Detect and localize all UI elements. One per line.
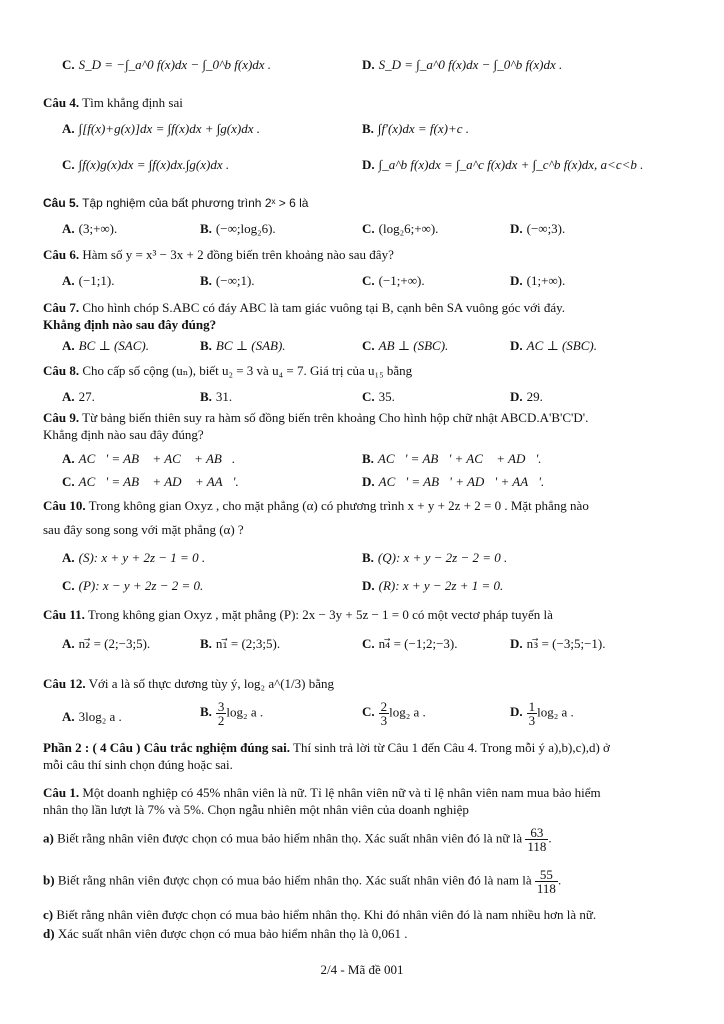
option-label: C. xyxy=(362,636,375,651)
item-text: Xác suất nhân viên được chọn có mua bảo hiểm nhân thọ là 0,061 . xyxy=(57,926,408,941)
option-label: A. xyxy=(62,636,75,651)
option-expr: AC⃗' = AB⃗' + AC⃗ + AD⃗'. xyxy=(377,451,542,466)
q11-option-c xyxy=(362,636,457,652)
part-title: Phần 2 : ( 4 Câu ) Câu trắc nghiệm đúng sai. xyxy=(43,740,291,755)
q10-option-a xyxy=(62,550,205,566)
question-text: Cho hình chóp S.ABC có đáy ABC là tam giác vuông tại B, cạnh bên SA vuông góc với đáy. xyxy=(82,300,566,315)
q5-option-c xyxy=(362,221,438,237)
option-label: C. xyxy=(362,389,375,404)
option-label: A. xyxy=(62,550,75,565)
q10-option-d xyxy=(362,578,503,594)
option-label: C. xyxy=(362,338,375,353)
item-text: Biết rằng nhân viên được chọn có mua bảo hiểm nhân thọ. Xác suất nhân viên đó là nam là xyxy=(57,872,532,888)
q5-stem xyxy=(43,196,308,210)
q9-option-a xyxy=(62,451,235,467)
q12-option-c xyxy=(362,700,426,727)
denominator: 118 xyxy=(527,839,547,854)
fraction xyxy=(216,700,227,727)
q9-stem-line2: Khẳng định nào sau đây đúng? xyxy=(43,427,204,442)
option-expr: (−∞;1). xyxy=(215,273,255,288)
q6-option-a xyxy=(62,273,115,289)
q7-option-c xyxy=(362,338,448,354)
question-number: Câu 6. xyxy=(43,247,80,262)
q5-option-b xyxy=(200,221,276,237)
denominator: 3 xyxy=(528,713,536,728)
p2q1-stem-line2: nhân thọ lần lượt là 7% và 5%. Chọn ngẫu nhiên một nhân viên của doanh nghiệp xyxy=(43,802,469,817)
item-label: a) xyxy=(43,830,54,846)
option-expr: log₂ a . xyxy=(226,704,264,720)
option-expr: 35. xyxy=(378,389,395,404)
option-expr: (Q): x + y − 2z − 2 = 0 . xyxy=(377,550,508,565)
question-number: Câu 11. xyxy=(43,607,85,622)
numerator: 2 xyxy=(380,699,388,714)
option-expr: (−∞;log₂6). xyxy=(215,221,276,236)
option-expr: S_D = −∫_a^0 f(x)dx − ∫_0^b f(x)dx . xyxy=(78,57,272,72)
q8-stem xyxy=(43,363,412,379)
q8-option-d xyxy=(510,389,543,405)
q3-option-c xyxy=(62,57,271,73)
option-expr: (P): x − y + 2z − 2 = 0. xyxy=(78,578,204,593)
item-label: d) xyxy=(43,926,55,941)
page-footer: 2/4 - Mã đề 001 xyxy=(320,962,404,977)
q12-stem xyxy=(43,676,334,692)
question-number: Câu 8. xyxy=(43,363,80,378)
option-label: D. xyxy=(362,57,375,72)
option-label: A. xyxy=(62,389,75,404)
q7-option-a xyxy=(62,338,149,354)
q7-option-d xyxy=(510,338,597,354)
option-label: D. xyxy=(510,389,523,404)
option-expr: AC⃗' = AB⃗ + AC⃗ + AB⃗. xyxy=(78,451,236,466)
p2q1-item-a: a) Biết rằng nhân viên được chọn có mua bảo hiểm nhân thọ. Xác suất nhân viên đó là nữ là $\frac{63}{118}$ . xyxy=(43,825,552,854)
option-label: B. xyxy=(200,636,212,651)
q5-option-d xyxy=(510,221,565,237)
option-expr: 29. xyxy=(526,389,543,404)
option-label: C. xyxy=(62,578,75,593)
option-expr: (−∞;3). xyxy=(526,221,566,236)
option-label: D. xyxy=(362,157,375,172)
q8-option-b xyxy=(200,389,232,405)
option-label: D. xyxy=(510,636,523,651)
part2-heading xyxy=(43,740,610,756)
question-number: Câu 1. xyxy=(43,785,80,800)
q10-stem-line2: sau đây song song với mặt phẳng (α) ? xyxy=(43,522,244,537)
option-expr: AB ⊥ (SBC). xyxy=(378,338,449,353)
q10-stem xyxy=(43,498,589,514)
option-label: A. xyxy=(62,709,75,724)
question-number: Câu 12. xyxy=(43,676,86,691)
option-expr: (log₂6;+∞). xyxy=(378,221,439,236)
question-text: Từ bảng biến thiên suy ra hàm số đồng biến trên khoảng Cho hình hộp chữ nhật ABCD.A'B'C'D'. xyxy=(82,410,589,425)
question-text: Một doanh nghiệp có 45% nhân viên là nữ. Tỉ lệ nhân viên nữ và tỉ lệ nhân viên nam mua bảo hiểm xyxy=(82,785,601,800)
option-expr: (−1;+∞). xyxy=(378,273,425,288)
option-expr: ∫f(x)g(x)dx = ∫f(x)dx.∫g(x)dx . xyxy=(78,157,230,172)
option-label: C. xyxy=(362,221,375,236)
q7-option-b xyxy=(200,338,286,354)
q6-option-d xyxy=(510,273,565,289)
q4-option-c xyxy=(62,157,229,173)
denominator: 118 xyxy=(536,881,556,896)
option-expr: (−1;1). xyxy=(78,273,115,288)
option-label: D. xyxy=(510,273,523,288)
question-number: Câu 5. xyxy=(43,196,80,210)
q10-option-b xyxy=(362,550,507,566)
option-expr: BC ⊥ (SAB). xyxy=(215,338,286,353)
option-expr: 27. xyxy=(78,389,95,404)
q5-option-a xyxy=(62,221,117,237)
option-label: C. xyxy=(62,474,75,489)
q9-stem xyxy=(43,410,588,426)
q4-option-a xyxy=(62,121,260,137)
option-label: A. xyxy=(62,451,75,466)
numerator: 55 xyxy=(535,868,558,882)
item-text: Biết rằng nhân viên được chọn có mua bảo hiểm nhân thọ. Khi đó nhân viên đó là nam nhiều hơn là nữ. xyxy=(56,907,597,922)
option-expr: AC⃗' = AB⃗ + AD⃗ + AA⃗'. xyxy=(78,474,239,489)
option-expr: AC ⊥ (SBC). xyxy=(526,338,597,353)
option-label: B. xyxy=(200,389,212,404)
p2q1-item-d xyxy=(43,926,407,942)
denominator: 2 xyxy=(217,713,225,728)
q11-option-d xyxy=(510,636,605,652)
option-label: C. xyxy=(362,704,375,720)
part2-heading-line2: mỗi câu thí sinh chọn đúng hoặc sai. xyxy=(43,757,233,772)
q10-option-c xyxy=(62,578,203,594)
option-label: A. xyxy=(62,273,75,288)
q11-option-a xyxy=(62,636,150,652)
numerator: 1 xyxy=(528,699,536,714)
option-expr: (R): x + y − 2z + 1 = 0. xyxy=(378,578,504,593)
fraction xyxy=(535,868,558,895)
option-label: B. xyxy=(200,273,212,288)
option-label: B. xyxy=(200,338,212,353)
option-expr: n₁⃗ = (2;3;5). xyxy=(215,636,281,651)
option-label: A. xyxy=(62,221,75,236)
option-expr: ∫[f(x)+g(x)]dx = ∫f(x)dx + ∫g(x)dx . xyxy=(78,121,261,136)
q9-option-d xyxy=(362,474,544,490)
p2q1-item-b: b) Biết rằng nhân viên được chọn có mua bảo hiểm nhân thọ. Xác suất nhân viên đó là nam là $\frac{55}{118}$ . xyxy=(43,867,562,896)
question-text: Cho cấp số cộng (uₙ), biết u₂ = 3 và u₄ = 7. Giá trị của u₁₅ bằng xyxy=(82,363,413,378)
option-expr: n₂⃗ = (2;−3;5). xyxy=(78,636,151,651)
q11-option-b xyxy=(200,636,280,652)
option-expr: AC⃗' = AB⃗' + AD⃗' + AA⃗'. xyxy=(378,474,545,489)
question-text: Hàm số y = x³ − 3x + 2 đồng biến trên khoảng nào sau đây? xyxy=(82,247,394,262)
question-text: Tìm khẳng định sai xyxy=(82,95,183,110)
option-expr: ∫f′(x)dx = f(x)+c . xyxy=(377,121,469,136)
option-expr: BC ⊥ (SAC). xyxy=(78,338,149,353)
item-text: Biết rằng nhân viên được chọn có mua bảo hiểm nhân thọ. Xác suất nhân viên đó là nữ là xyxy=(57,830,523,846)
question-text: Trong không gian Oxyz , mặt phẳng (P): 2x − 3y + 5z − 1 = 0 có một vectơ pháp tuyến là xyxy=(87,607,553,622)
q6-stem xyxy=(43,247,394,263)
q12-option-b xyxy=(200,700,263,727)
option-label: B. xyxy=(362,121,374,136)
option-label: B. xyxy=(362,550,374,565)
question-number: Câu 7. xyxy=(43,300,80,315)
option-expr: n₃⃗ = (−3;5;−1). xyxy=(526,636,606,651)
q8-option-c xyxy=(362,389,395,405)
option-label: A. xyxy=(62,121,75,136)
option-expr: (3;+∞). xyxy=(78,221,118,236)
option-expr: log₂ a . xyxy=(537,704,574,720)
q7-stem-line2: Khẳng định nào sau đây đúng? xyxy=(43,317,217,332)
option-label: D. xyxy=(510,338,523,353)
q4-option-b xyxy=(362,121,469,137)
q12-option-d xyxy=(510,700,574,727)
question-text: Tập nghiệm của bất phương trình 2ˣ > 6 là xyxy=(82,196,309,210)
q8-option-a xyxy=(62,389,95,405)
option-label: B. xyxy=(200,704,212,720)
item-label: b) xyxy=(43,872,55,888)
option-label: D. xyxy=(510,704,523,720)
q9-option-c xyxy=(62,474,239,490)
question-text: Với a là số thực dương tùy ý, log₂ a^(1/3) bằng xyxy=(88,676,334,691)
fraction xyxy=(525,826,548,853)
option-expr: 3log₂ a . xyxy=(78,709,122,724)
p2q1-stem xyxy=(43,785,601,801)
option-label: A. xyxy=(62,338,75,353)
q4-option-d xyxy=(362,157,643,173)
option-label: C. xyxy=(62,57,75,72)
numerator: 63 xyxy=(525,826,548,840)
option-label: B. xyxy=(362,451,374,466)
question-text: Trong không gian Oxyz , cho mặt phẳng (α) có phương trình x + y + 2z + 2 = 0 . Mặt phẳng nào xyxy=(88,498,589,513)
option-label: D. xyxy=(510,221,523,236)
question-number: Câu 9. xyxy=(43,410,80,425)
option-expr: S_D = ∫_a^0 f(x)dx − ∫_0^b f(x)dx . xyxy=(378,57,563,72)
option-label: D. xyxy=(362,578,375,593)
option-expr: 31. xyxy=(215,389,233,404)
q11-stem xyxy=(43,607,553,623)
option-expr: log₂ a . xyxy=(389,704,426,720)
item-label: c) xyxy=(43,907,54,922)
denominator: 3 xyxy=(380,713,388,728)
q3-option-d xyxy=(362,57,562,73)
question-number: Câu 10. xyxy=(43,498,86,513)
p2q1-item-c xyxy=(43,907,596,923)
option-expr: n₄⃗ = (−1;2;−3). xyxy=(378,636,458,651)
q12-option-a xyxy=(62,709,122,725)
q6-option-c xyxy=(362,273,425,289)
option-label: D. xyxy=(362,474,375,489)
option-expr: (S): x + y + 2z − 1 = 0 . xyxy=(78,550,206,565)
fraction xyxy=(527,700,538,727)
option-label: C. xyxy=(362,273,375,288)
option-label: C. xyxy=(62,157,75,172)
question-number: Câu 4. xyxy=(43,95,80,110)
numerator: 3 xyxy=(217,699,225,714)
part-text: Thí sinh trả lời từ Câu 1 đến Câu 4. Trong mỗi ý a),b),c),d) ở xyxy=(290,740,610,755)
fraction xyxy=(379,700,390,727)
option-label: B. xyxy=(200,221,212,236)
q9-option-b xyxy=(362,451,542,467)
q7-stem xyxy=(43,300,565,316)
option-expr: (1;+∞). xyxy=(526,273,566,288)
q6-option-b xyxy=(200,273,255,289)
q4-stem xyxy=(43,95,183,111)
option-expr: ∫_a^b f(x)dx = ∫_a^c f(x)dx + ∫_c^b f(x)dx, a<c<b . xyxy=(378,157,644,172)
